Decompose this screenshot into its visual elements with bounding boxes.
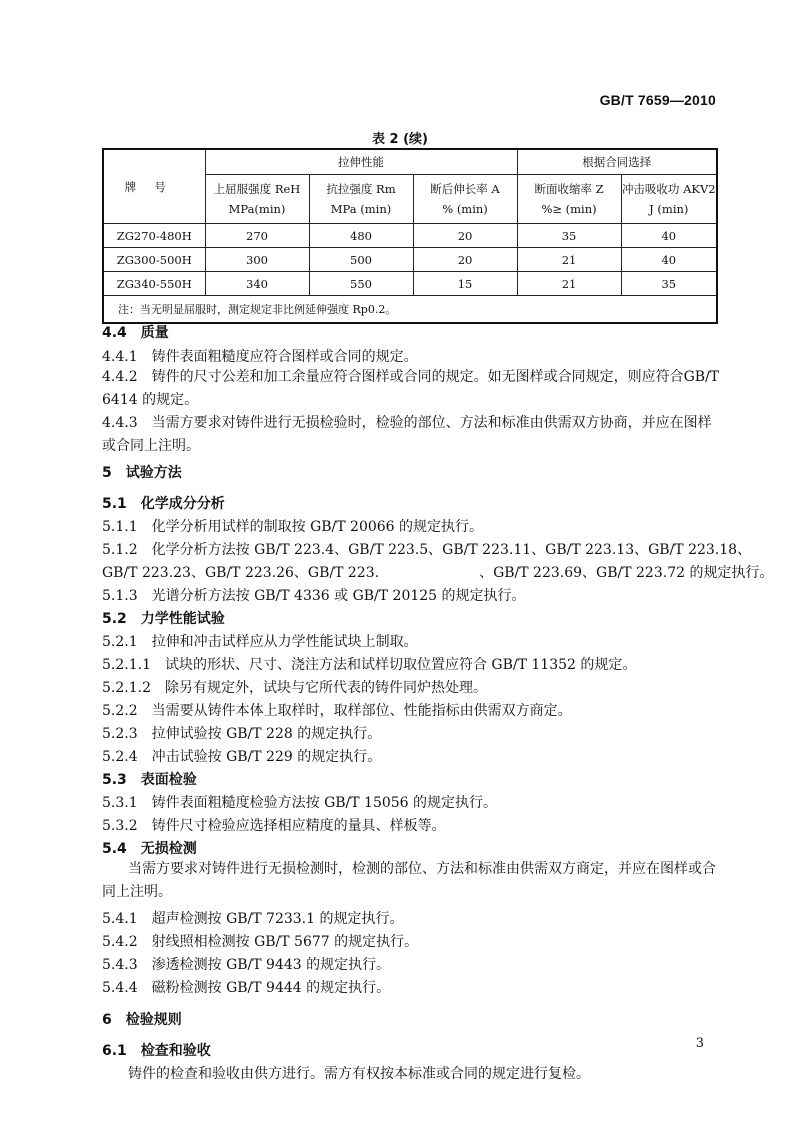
document-body bbox=[102, 0, 774, 1125]
section-heading: 5.1 化学成分分析 bbox=[102, 496, 225, 512]
elongation-header: 断后伸长率 A % (min) bbox=[413, 175, 517, 224]
section-heading: 4.4 质量 bbox=[102, 325, 169, 341]
yield-strength-cell: 270 bbox=[205, 224, 309, 248]
impact-energy-cell: 40 bbox=[621, 248, 717, 272]
clause-text: 5.3.2 铸件尺寸检验应选择相应精度的量具、样板等。 bbox=[102, 818, 446, 834]
tensile-strength-cell: 480 bbox=[309, 224, 413, 248]
section-heading: 5 试验方法 bbox=[102, 465, 182, 481]
tensile-properties-header: 拉伸性能 bbox=[205, 149, 517, 175]
clause-text: 5.2.3 拉伸试验按 GB/T 228 的规定执行。 bbox=[102, 726, 382, 742]
elongation-cell: 20 bbox=[413, 248, 517, 272]
clause-text: 5.2.1.1 试块的形状、尺寸、浇注方法和试样切取位置应符合 GB/T 11352 的规定。 bbox=[102, 657, 637, 673]
clause-text: 5.4.3 渗透检测按 GB/T 9443 的规定执行。 bbox=[102, 957, 391, 973]
clause-text-part: GB/T 223.23、GB/T 223.26、GB/T 223. bbox=[102, 565, 380, 581]
table-note: 注：当无明显屈服时，测定规定非比例延伸强度 Rp0.2。 bbox=[103, 296, 717, 324]
grade-column-header: 牌号 bbox=[103, 149, 205, 224]
section-heading: 5.4 无损检测 bbox=[102, 841, 197, 857]
clause-text: 5.1.3 光谱分析方法按 GB/T 4336 或 GB/T 20125 的规定执行。 bbox=[102, 588, 526, 604]
grade-cell: ZG340-550H bbox=[103, 272, 205, 296]
tensile-strength-cell: 550 bbox=[309, 272, 413, 296]
section-heading: 6 检验规则 bbox=[102, 1012, 182, 1028]
clause-text: 4.4.2 铸件的尺寸公差和加工余量应符合图样或合同的规定。如无图样或合同规定，则应符合GB/T 6414 的规定。 bbox=[102, 369, 720, 408]
document-code: GB/T 7659—2010 bbox=[599, 92, 716, 108]
reduction-of-area-cell: 21 bbox=[517, 272, 621, 296]
clause-text: 5.2.1.2 除另有规定外，试块与它所代表的铸件同炉热处理。 bbox=[102, 680, 487, 696]
reduction-of-area-cell: 35 bbox=[517, 224, 621, 248]
clause-text: 5.3.1 铸件表面粗糙度检验方法按 GB/T 15056 的规定执行。 bbox=[102, 795, 498, 811]
page-number: 3 bbox=[695, 1036, 704, 1051]
yield-strength-cell: 340 bbox=[205, 272, 309, 296]
yield-strength-header: 上屈服强度 ReH MPa(min) bbox=[205, 175, 309, 224]
section-heading: 5.3 表面检验 bbox=[102, 772, 197, 788]
clause-text bbox=[102, 562, 773, 582]
clause-text: 4.4.1 铸件表面粗糙度应符合图样或合同的规定。 bbox=[102, 349, 418, 365]
impact-energy-cell: 40 bbox=[621, 224, 717, 248]
clause-text: 5.4.4 磁粉检测按 GB/T 9444 的规定执行。 bbox=[102, 980, 391, 996]
impact-energy-header: 冲击吸收功 AKV2 J (min) bbox=[621, 175, 717, 224]
tensile-strength-cell: 500 bbox=[309, 248, 413, 272]
clause-text: 4.4.3 当需方要求对铸件进行无损检验时，检验的部位、方法和标准由供需双方协商，并应在图样或合同上注明。 bbox=[102, 415, 712, 454]
reduction-of-area-cell: 21 bbox=[517, 248, 621, 272]
tensile-strength-header: 抗拉强度 Rm MPa (min) bbox=[309, 175, 413, 224]
section-heading: 5.2 力学性能试验 bbox=[102, 611, 225, 627]
clause-text: 5.2.4 冲击试验按 GB/T 229 的规定执行。 bbox=[102, 749, 382, 765]
clause-text: 当需方要求对铸件进行无损检测时，检测的部位、方法和标准由供需双方商定，并应在图样或合同上注明。 bbox=[102, 861, 716, 900]
table-caption: 表 2 (续) bbox=[372, 132, 428, 147]
clause-text-part: 、GB/T 223.69、GB/T 223.72 的规定执行。 bbox=[479, 565, 774, 581]
clause-text: 5.2.2 当需要从铸件本体上取样时，取样部位、性能指标由供需双方商定。 bbox=[102, 703, 572, 719]
grade-cell: ZG270-480H bbox=[103, 224, 205, 248]
impact-energy-cell: 35 bbox=[621, 272, 717, 296]
section-heading: 6.1 检查和验收 bbox=[102, 1043, 211, 1059]
contract-selection-header: 根据合同选择 bbox=[517, 149, 717, 175]
clause-text: 5.1.1 化学分析用试样的制取按 GB/T 20066 的规定执行。 bbox=[102, 519, 484, 535]
elongation-cell: 15 bbox=[413, 272, 517, 296]
reduction-of-area-header: 断面收缩率 Z %≥ (min) bbox=[517, 175, 621, 224]
clause-text: 5.4.2 射线照相检测按 GB/T 5677 的规定执行。 bbox=[102, 934, 419, 950]
clause-text: 5.1.2 化学分析方法按 GB/T 223.4、GB/T 223.5、GB/T 223.11、GB/T 223.13、GB/T 223.18、 bbox=[102, 542, 752, 558]
grade-cell: ZG300-500H bbox=[103, 248, 205, 272]
clause-text: 铸件的检查和验收由供方进行。需方有权按本标准或合同的规定进行复检。 bbox=[128, 1066, 590, 1082]
clause-text: 5.4.1 超声检测按 GB/T 7233.1 的规定执行。 bbox=[102, 911, 404, 927]
elongation-cell: 20 bbox=[413, 224, 517, 248]
clause-text: 5.2.1 拉伸和冲击试样应从力学性能试块上制取。 bbox=[102, 634, 418, 650]
yield-strength-cell: 300 bbox=[205, 248, 309, 272]
